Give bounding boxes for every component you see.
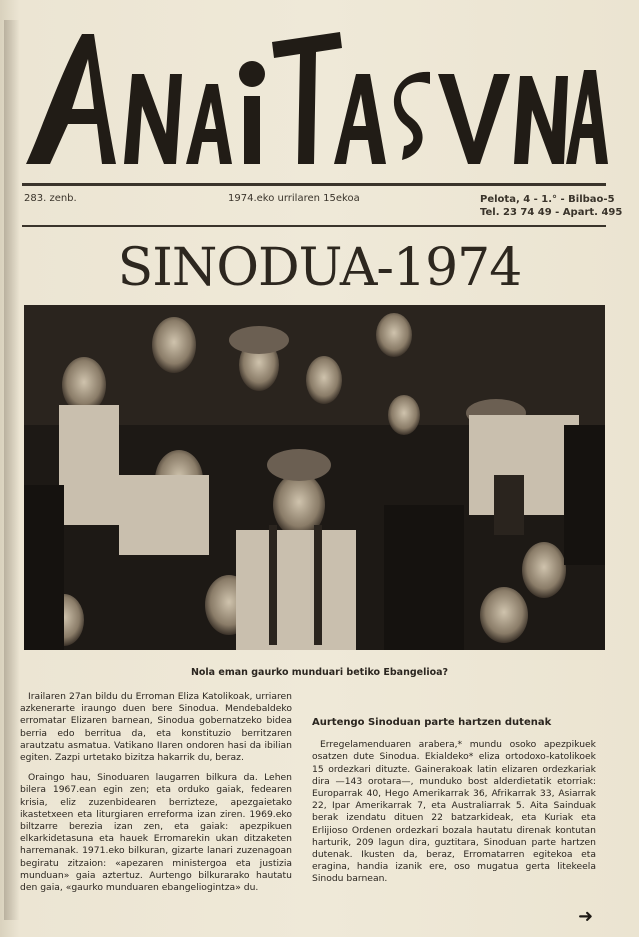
publisher-address (480, 193, 622, 219)
continue-arrow-icon: ➜ (578, 906, 594, 927)
issue-date: 1974.eko urrilaren 15ekoa (228, 193, 360, 204)
left-column (20, 691, 292, 902)
right-column-heading: Aurtengo Sinoduan parte hartzen dutenak (312, 717, 552, 728)
bleed-through-margin (4, 20, 20, 920)
issue-number: 283. zenb. (24, 193, 77, 204)
crowd-photo-image (24, 305, 605, 650)
masthead-logo (20, 14, 610, 179)
masthead-rule-top (22, 183, 606, 186)
address-line-2: Tel. 23 74 49 - Apart. 495 (480, 207, 623, 218)
crowd-photo (24, 305, 605, 650)
photo-caption: Nola eman gaurko munduari betiko Ebangelioa? (190, 667, 449, 678)
left-paragraph-2: Oraingo hau, Sinoduaren laugarren bilkura da. Lehen bilera 1967.ean egin zen; eta orduko gaiak, fedearen krisia, eliz zuzenbidearen berrizteze, apezgaietako ikastetxeen eta liturgiaren erreforma izan ziren. 1969.eko biltzarre berezia izan zen, eta gaiak: apezpikuen elkarkidetasuna eta hauek Erromarekin ukan ditzaketen harremanak. 1971.eko bilkuran, gizarte lanari zuzenagoan begiratu zitzaion: «apezaren ministergoa eta justizia munduan» gaia aztertuz. Aurtengo bilkurarako hautatu den gaia, «gaurko munduaren ebangeliogintza» du. (20, 772, 292, 894)
left-paragraph-1: Irailaren 27an bildu du Erroman Eliza Katolikoak, urriaren azkenerarte iraungo duen bere Sinodua. Mendebaldeko erromatar Elizaren barnean, Sinodua gobernatzeko bidea berria edo berritua da, eta konstituzio berritzaren arautzatu asmatua. Vatikano IIaren ondoren hasi da ibilian egiten. Zazpi urtetako bizitza hakarrik du, beraz. (20, 691, 292, 764)
masthead-logo-art (20, 14, 610, 179)
right-paragraph-1: Erregelamenduaren arabera,* mundu osoko apezpikuek osatzen dute Sinodua. Ekialdeko* eliza ortodoxo-katolikoek 15 ordezkari dituzte. Gainerakoak latin elizaren ordezkariak dira —143 orotara—, munduko bost alderdietatik etorriak: Europarrak 40, Hego Amerikarrak 36, Afrikarrak 33, Asiarrak 22, Ipar Amerikarrak 7, eta Australiarrak 5. Aita Sainduak berak izendatu dituen 22 batzarkideak, eta Kuriak eta Erlijioso Ordenen ordezkari bozala hautatu direnak kontutan harturik, 209 lagun dira, guztitara, Sinoduan parte hartzen dutenak. Ikusten da, beraz, Erromatarren egitekoa eta eragina, handia izanik ere, oso mugatua gerta litekeela Sinodu barnean. (312, 739, 596, 885)
right-column (312, 717, 596, 894)
headline: SINODUA-1974 (117, 238, 522, 298)
masthead-rule-bottom (22, 225, 606, 227)
address-line-1: Pelota, 4 - 1.° - Bilbao-5 (480, 194, 615, 205)
